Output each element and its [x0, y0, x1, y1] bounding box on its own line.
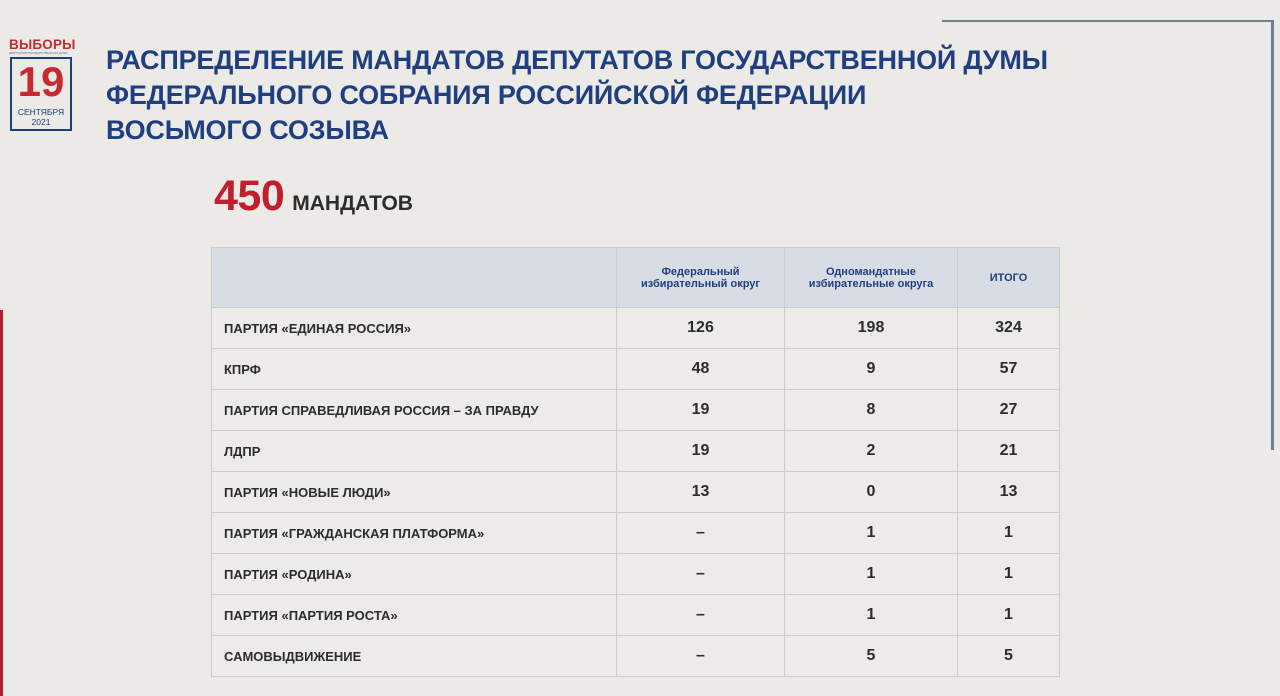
party-name-cell: ПАРТИЯ «ЕДИНАЯ РОССИЯ» — [212, 308, 617, 349]
right-decorative-rule — [1271, 20, 1274, 450]
table-row — [212, 349, 1060, 390]
total-mandates-number: 450 — [214, 172, 285, 220]
mandates-table — [211, 247, 1060, 677]
party-name-cell: ПАРТИЯ «РОДИНА» — [212, 554, 617, 595]
federal-district-cell: 19 — [617, 390, 785, 431]
single-mandate-cell: 8 — [785, 390, 958, 431]
total-cell: 5 — [958, 636, 1060, 677]
total-cell: 21 — [958, 431, 1060, 472]
page-title — [106, 43, 1048, 148]
table-row — [212, 554, 1060, 595]
party-name-cell: ПАРТИЯ СПРАВЕДЛИВАЯ РОССИЯ – ЗА ПРАВДУ — [212, 390, 617, 431]
federal-district-cell: – — [617, 595, 785, 636]
federal-district-cell: 13 — [617, 472, 785, 513]
table-header-row — [212, 248, 1060, 308]
party-name-cell: ПАРТИЯ «ГРАЖДАНСКАЯ ПЛАТФОРМА» — [212, 513, 617, 554]
party-name-cell: ПАРТИЯ «ПАРТИЯ РОСТА» — [212, 595, 617, 636]
header-single-line-2: избирательные округа — [808, 277, 934, 290]
party-name-cell: ЛДПР — [212, 431, 617, 472]
total-cell: 324 — [958, 308, 1060, 349]
logo-day: 19 — [17, 58, 65, 105]
header-federal-line-1: Федеральный — [661, 265, 740, 278]
total-cell: 1 — [958, 554, 1060, 595]
federal-district-cell: 126 — [617, 308, 785, 349]
federal-district-cell: – — [617, 513, 785, 554]
header-federal-line-2: избирательный округ — [641, 277, 760, 290]
elections-logo — [8, 37, 78, 137]
single-mandate-cell: 1 — [785, 595, 958, 636]
total-mandates-label: МАНДАТОВ — [292, 192, 413, 215]
header-total: ИТОГО — [958, 248, 1060, 308]
total-cell: 13 — [958, 472, 1060, 513]
header-single-line-1: Одномандатные — [826, 265, 916, 278]
federal-district-cell: – — [617, 554, 785, 595]
total-cell: 27 — [958, 390, 1060, 431]
table-row — [212, 390, 1060, 431]
logo-subtitle: ДЕПУТАТОВ ГОСУДАРСТВЕННОЙ ДУМЫ — [9, 52, 68, 55]
table-row — [212, 472, 1060, 513]
title-line-3: ВОСЬМОГО СОЗЫВА — [106, 115, 389, 145]
total-cell: 1 — [958, 595, 1060, 636]
logo-month: СЕНТЯБРЯ — [17, 107, 65, 117]
header-federal-district — [617, 248, 785, 308]
federal-district-cell: 48 — [617, 349, 785, 390]
single-mandate-cell: 9 — [785, 349, 958, 390]
party-name-cell: САМОВЫДВИЖЕНИЕ — [212, 636, 617, 677]
header-single-mandate-districts — [785, 248, 958, 308]
federal-district-cell: 19 — [617, 431, 785, 472]
federal-district-cell: – — [617, 636, 785, 677]
single-mandate-cell: 5 — [785, 636, 958, 677]
party-name-cell: ПАРТИЯ «НОВЫЕ ЛЮДИ» — [212, 472, 617, 513]
single-mandate-cell: 198 — [785, 308, 958, 349]
party-name-cell: КПРФ — [212, 349, 617, 390]
total-cell: 57 — [958, 349, 1060, 390]
single-mandate-cell: 0 — [785, 472, 958, 513]
single-mandate-cell: 2 — [785, 431, 958, 472]
left-decorative-rule — [0, 310, 3, 696]
title-line-1: РАСПРЕДЕЛЕНИЕ МАНДАТОВ ДЕПУТАТОВ ГОСУДАРСТВЕННОЙ ДУМЫ — [106, 45, 1048, 75]
table-row — [212, 595, 1060, 636]
table-row — [212, 513, 1060, 554]
table-row — [212, 636, 1060, 677]
logo-year: 2021 — [31, 117, 51, 127]
table-row — [212, 308, 1060, 349]
single-mandate-cell: 1 — [785, 554, 958, 595]
table-row — [212, 431, 1060, 472]
single-mandate-cell: 1 — [785, 513, 958, 554]
logo-word: ВЫБОРЫ — [9, 37, 76, 52]
top-decorative-rule — [942, 20, 1272, 22]
total-cell: 1 — [958, 513, 1060, 554]
title-line-2: ФЕДЕРАЛЬНОГО СОБРАНИЯ РОССИЙСКОЙ ФЕДЕРАЦИИ — [106, 80, 867, 110]
total-mandates — [214, 172, 413, 221]
header-party — [212, 248, 617, 308]
logo-date-box — [10, 57, 72, 131]
